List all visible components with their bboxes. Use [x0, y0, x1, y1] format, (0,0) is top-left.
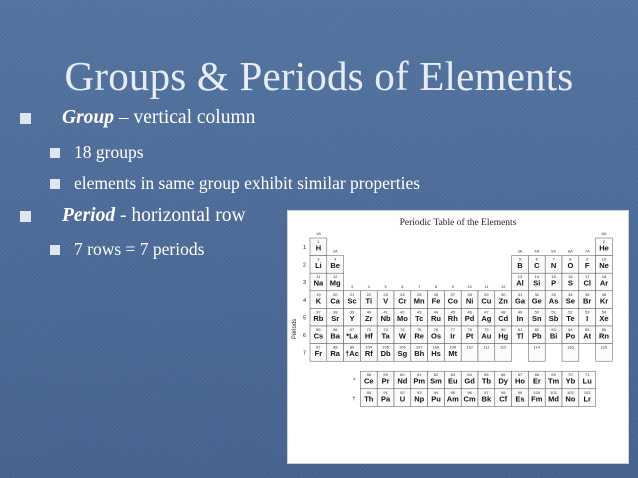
element-symbol: Ir — [450, 331, 456, 341]
atomic-number: 92 — [400, 389, 405, 395]
atomic-number: 51 — [551, 309, 556, 315]
element-symbol: Hs — [431, 349, 441, 359]
sub-bullet-7-periods — [64, 239, 204, 260]
element-symbol: Ga — [514, 296, 526, 306]
atomic-number: 63 — [450, 372, 456, 378]
bullet-text: elements in same group exhibit similar properties — [74, 173, 421, 193]
square-bullet-icon — [50, 245, 60, 255]
period-number: 1 — [302, 245, 306, 251]
atomic-number: 42 — [400, 309, 405, 315]
element-symbol: Kr — [599, 296, 609, 306]
element-symbol: N — [550, 261, 557, 271]
atomic-number: 28 — [467, 291, 472, 297]
atomic-number: 58 — [366, 372, 372, 378]
atomic-number: 116 — [567, 344, 574, 350]
bullet-text: - horizontal row — [115, 205, 246, 226]
square-bullet-icon — [50, 179, 60, 189]
group-header: 7 — [418, 283, 421, 289]
group-header: 3 — [350, 283, 354, 289]
atomic-number: 46 — [467, 309, 472, 315]
atomic-number: 93 — [416, 389, 422, 395]
period-number: 2 — [302, 262, 306, 269]
element-symbol: Co — [447, 296, 458, 306]
atomic-number: 118 — [600, 344, 608, 350]
atomic-number: 30 — [500, 291, 506, 297]
square-bullet-icon — [50, 148, 60, 158]
element-symbol: *La — [346, 331, 358, 341]
group-header: 8 — [434, 283, 438, 289]
element-symbol: Te — [566, 313, 575, 323]
element-symbol: Bi — [549, 331, 558, 341]
period-number: 6 — [302, 333, 306, 339]
atomic-number: 7 — [552, 256, 555, 262]
element-symbol: Fr — [314, 349, 323, 359]
atomic-number: 34 — [568, 291, 573, 297]
element-symbol: Es — [515, 394, 525, 404]
atomic-number: 82 — [534, 327, 540, 332]
atomic-number: 33 — [551, 291, 556, 297]
actinide-marker: † — [352, 395, 356, 402]
element-symbol: Sg — [397, 349, 408, 359]
element-symbol: Mg — [329, 278, 341, 288]
atomic-number: 102 — [567, 389, 574, 395]
element-symbol: Y — [349, 313, 355, 323]
bullet-text: – vertical column — [114, 107, 256, 128]
element-symbol: Am — [446, 394, 459, 404]
element-symbol: Lr — [583, 394, 591, 404]
element-symbol: As — [548, 296, 559, 306]
element-symbol: Ag — [481, 313, 492, 323]
atomic-number: 53 — [584, 309, 590, 315]
element-symbol: Ge — [531, 296, 542, 306]
element-symbol: Sn — [532, 313, 542, 323]
atomic-number: 22 — [366, 291, 372, 297]
atomic-number: 111 — [483, 344, 490, 350]
element-symbol: Md — [548, 394, 560, 404]
element-symbol: Tc — [415, 313, 424, 323]
sub-bullet-18-groups — [64, 142, 144, 163]
period-number: 4 — [302, 297, 306, 304]
slide-title: Groups & Periods of Elements — [64, 53, 574, 99]
atomic-number: 112 — [500, 344, 507, 350]
atomic-number: 12 — [332, 274, 338, 280]
atomic-number: 67 — [517, 372, 523, 378]
element-symbol: Fe — [431, 296, 441, 306]
atomic-number: 10 — [601, 256, 607, 262]
atomic-number: 40 — [366, 309, 372, 315]
element-symbol: I — [586, 313, 589, 323]
element-symbol: Cm — [463, 394, 476, 404]
atomic-number: 62 — [433, 372, 439, 378]
element-symbol: Db — [380, 349, 391, 359]
bullet-term: Group — [62, 107, 115, 128]
atomic-number: 84 — [568, 327, 573, 332]
element-symbol: P — [551, 278, 557, 288]
element-symbol: W — [398, 331, 406, 341]
square-bullet-icon — [20, 113, 31, 124]
atomic-number: 49 — [517, 309, 523, 315]
element-symbol: He — [599, 243, 609, 253]
atomic-number: 66 — [500, 372, 506, 378]
element-symbol: Na — [313, 278, 324, 288]
element-symbol: Ru — [431, 313, 441, 323]
element-symbol: F — [584, 261, 590, 271]
atomic-number: 54 — [601, 309, 607, 315]
atomic-number: 87 — [316, 344, 321, 350]
group-header: 4A — [534, 248, 540, 254]
lanthanide-marker: * — [353, 378, 356, 385]
atomic-number: 108 — [432, 344, 440, 350]
atomic-number: 14 — [534, 274, 540, 280]
period-number: 3 — [302, 280, 306, 287]
element-symbol: Cl — [583, 278, 591, 288]
atomic-number: 71 — [584, 372, 590, 378]
atomic-number: 18 — [601, 274, 607, 280]
group-header: 5 — [384, 283, 387, 289]
element-symbol: V — [383, 296, 389, 306]
element-symbol: Zr — [365, 313, 373, 323]
element-symbol: Bh — [414, 349, 425, 359]
element-symbol: K — [315, 296, 322, 306]
element-symbol: Tl — [516, 331, 524, 341]
element-symbol: Sb — [548, 313, 559, 323]
atomic-number: 95 — [450, 389, 456, 395]
group-header: 1A — [315, 231, 321, 236]
element-symbol: Cu — [481, 296, 492, 306]
element-symbol: Li — [315, 261, 322, 271]
atomic-number: 100 — [533, 389, 541, 395]
element-symbol: Pu — [431, 394, 441, 404]
atomic-number: 110 — [466, 344, 473, 350]
bullet-period — [24, 205, 246, 227]
element-symbol: Sm — [430, 376, 442, 386]
element-symbol: Np — [414, 394, 425, 404]
atomic-number: 101 — [550, 389, 557, 395]
element-symbol: U — [399, 394, 406, 404]
element-symbol: S — [567, 278, 573, 288]
atomic-number: 89 — [349, 344, 355, 350]
element-symbol: Eu — [448, 376, 458, 386]
element-symbol: Rh — [447, 313, 458, 323]
group-header: 3A — [517, 248, 523, 254]
atomic-number: 1 — [317, 239, 320, 244]
atomic-number: 16 — [568, 274, 573, 280]
atomic-number: 90 — [366, 389, 372, 395]
periodic-table-image — [287, 210, 629, 464]
atomic-number: 75 — [416, 327, 422, 332]
atomic-number: 69 — [551, 372, 556, 378]
atomic-number: 32 — [534, 291, 540, 297]
element-symbol: Nd — [397, 376, 408, 386]
element-symbol: Po — [565, 331, 576, 341]
atomic-number: 17 — [584, 274, 590, 280]
element-symbol: †Ac — [345, 349, 359, 359]
element-symbol: Re — [414, 331, 424, 341]
atomic-number: 73 — [383, 327, 388, 332]
element-symbol: Ne — [599, 261, 609, 271]
atomic-number: 6 — [535, 256, 538, 262]
group-header: 6 — [401, 283, 404, 289]
atomic-number: 109 — [449, 344, 457, 350]
atomic-number: 31 — [517, 291, 523, 297]
square-bullet-icon — [20, 211, 31, 222]
atomic-number: 27 — [450, 291, 456, 297]
atomic-number: 72 — [366, 327, 372, 332]
element-symbol: Zn — [498, 296, 508, 306]
bullet-text: 7 rows = 7 periods — [74, 239, 205, 259]
element-symbol: Pa — [381, 394, 391, 404]
atomic-number: 4 — [334, 256, 337, 262]
atomic-number: 44 — [433, 309, 439, 315]
period-number: 7 — [302, 350, 306, 357]
element-symbol: Ti — [365, 296, 373, 306]
periods-axis-label: Periods — [292, 318, 298, 340]
periodic-table-title: Periodic Table of the Elements — [399, 218, 517, 228]
element-symbol: O — [567, 261, 574, 271]
atomic-number: 61 — [416, 372, 422, 378]
element-symbol: Pr — [381, 376, 390, 386]
group-header: 8A — [601, 231, 607, 236]
atomic-number: 94 — [433, 389, 439, 395]
atomic-number: 96 — [467, 389, 472, 395]
atomic-number: 91 — [383, 389, 388, 395]
element-symbol: Rn — [599, 331, 609, 341]
atomic-number: 37 — [316, 309, 321, 315]
bullet-text: 18 groups — [74, 142, 144, 162]
atomic-number: 3 — [317, 256, 320, 262]
element-symbol: Nb — [380, 313, 391, 323]
element-symbol: Au — [481, 331, 492, 341]
atomic-number: 36 — [601, 291, 607, 297]
atomic-number: 13 — [517, 274, 523, 280]
element-symbol: Pm — [413, 376, 426, 386]
atomic-number: 45 — [450, 309, 456, 315]
atomic-number: 85 — [584, 327, 590, 332]
element-symbol: Rf — [364, 349, 373, 359]
atomic-number: 55 — [316, 327, 321, 332]
atomic-number: 19 — [316, 291, 321, 297]
atomic-number: 83 — [551, 327, 556, 332]
element-symbol: Tm — [547, 376, 560, 386]
element-cells — [303, 231, 612, 406]
element-symbol: Os — [430, 331, 442, 341]
element-symbol: Sr — [331, 313, 340, 323]
group-header: 11 — [484, 283, 489, 289]
atomic-number: 29 — [484, 291, 489, 297]
atomic-number: 57 — [349, 327, 355, 332]
element-symbol: Rb — [313, 313, 324, 323]
element-symbol: Yb — [565, 376, 576, 386]
element-symbol: H — [315, 243, 322, 253]
element-symbol: Xe — [599, 313, 609, 323]
element-symbol: Lu — [582, 376, 592, 386]
element-symbol: Hf — [364, 331, 373, 341]
atomic-number: 106 — [399, 344, 406, 350]
element-symbol: Ba — [330, 331, 340, 341]
element-symbol: Ca — [330, 296, 340, 306]
period-number: 5 — [302, 315, 306, 322]
element-symbol: Ce — [364, 376, 374, 386]
element-symbol: Pb — [532, 331, 542, 341]
atomic-number: 15 — [551, 274, 556, 280]
atomic-number: 60 — [400, 372, 405, 378]
atomic-number: 43 — [416, 309, 422, 315]
atomic-number: 23 — [383, 291, 388, 297]
element-symbol: Pd — [464, 313, 475, 323]
element-symbol: Fm — [531, 394, 543, 404]
atomic-number: 11 — [316, 274, 321, 280]
group-header: 12 — [500, 283, 506, 289]
element-symbol: Ra — [330, 349, 340, 359]
atomic-number: 38 — [332, 309, 338, 315]
element-symbol: Mt — [448, 349, 458, 359]
element-symbol: Mn — [413, 296, 425, 306]
element-symbol: Tb — [481, 376, 491, 386]
atomic-number: 107 — [415, 344, 423, 350]
atomic-number: 79 — [484, 327, 489, 332]
element-symbol: Bk — [481, 394, 492, 404]
element-symbol: Cd — [498, 313, 509, 323]
element-symbol: Al — [516, 278, 524, 288]
element-symbol: Sc — [347, 296, 357, 306]
element-symbol: Br — [583, 296, 592, 306]
element-symbol: No — [565, 394, 576, 404]
element-symbol: At — [583, 331, 592, 341]
element-symbol: Th — [364, 394, 374, 404]
atomic-number: 24 — [400, 291, 405, 297]
element-symbol: Ni — [465, 296, 474, 306]
atomic-number: 88 — [332, 344, 338, 350]
element-symbol: Ho — [515, 376, 525, 386]
atomic-number: 99 — [517, 389, 523, 395]
atomic-number: 9 — [586, 256, 589, 262]
group-header: 6A — [567, 248, 573, 254]
element-symbol: Er — [532, 376, 541, 386]
periodic-table-svg — [288, 211, 628, 463]
atomic-number: 20 — [332, 291, 338, 297]
element-symbol: Mo — [396, 313, 408, 323]
group-header: 7A — [584, 248, 590, 254]
atomic-number: 77 — [450, 327, 456, 332]
element-symbol: Pt — [465, 331, 474, 341]
element-symbol: Cs — [313, 331, 324, 341]
atomic-number: 103 — [583, 389, 591, 395]
group-header: 5A — [551, 248, 557, 254]
element-symbol: Dy — [498, 376, 508, 386]
group-header: 10 — [467, 283, 472, 289]
element-symbol: Cf — [499, 394, 508, 404]
group-header: 2A — [332, 248, 338, 254]
atomic-number: 76 — [433, 327, 439, 332]
atomic-number: 26 — [433, 291, 439, 297]
atomic-number: 81 — [517, 327, 523, 332]
element-symbol: C — [534, 261, 540, 271]
atomic-number: 52 — [568, 309, 573, 315]
atomic-number: 80 — [500, 327, 506, 332]
element-symbol: Be — [330, 261, 340, 271]
atomic-number: 86 — [601, 327, 607, 332]
atomic-number: 56 — [332, 327, 338, 332]
group-header: 4 — [367, 283, 370, 289]
atomic-number: 97 — [484, 389, 489, 395]
atomic-number: 98 — [500, 389, 506, 395]
atomic-number: 2 — [602, 239, 606, 244]
atomic-number: 21 — [349, 291, 355, 297]
sub-bullet-similar-properties — [64, 173, 420, 194]
element-symbol: Gd — [464, 376, 475, 386]
element-symbol: Ar — [599, 278, 609, 288]
atomic-number: 35 — [584, 291, 590, 297]
atomic-number: 64 — [467, 372, 472, 378]
atomic-number: 68 — [534, 372, 540, 378]
atomic-number: 104 — [365, 344, 373, 350]
element-symbol: Ta — [381, 331, 390, 341]
atomic-number: 74 — [400, 327, 405, 332]
bullet-group — [24, 107, 255, 129]
atomic-number: 70 — [568, 372, 573, 378]
element-symbol: Si — [533, 278, 541, 288]
element-symbol: Cr — [398, 296, 407, 306]
element-symbol: In — [516, 313, 524, 323]
atomic-number: 41 — [383, 309, 388, 315]
atomic-number: 48 — [500, 309, 506, 315]
atomic-number: 114 — [533, 344, 540, 350]
atomic-number: 25 — [416, 291, 422, 297]
element-symbol: B — [517, 261, 523, 271]
atomic-number: 5 — [518, 256, 522, 262]
atomic-number: 47 — [484, 309, 489, 315]
group-header: 9 — [451, 283, 454, 289]
bullet-term: Period — [62, 205, 116, 226]
element-symbol: Se — [565, 296, 575, 306]
atomic-number: 78 — [467, 327, 472, 332]
atomic-number: 105 — [382, 344, 389, 350]
atomic-number: 8 — [569, 256, 572, 262]
atomic-number: 59 — [383, 372, 388, 378]
atomic-number: 39 — [349, 309, 355, 315]
element-symbol: Hg — [498, 331, 509, 341]
atomic-number: 65 — [484, 372, 489, 378]
atomic-number: 50 — [534, 309, 540, 315]
